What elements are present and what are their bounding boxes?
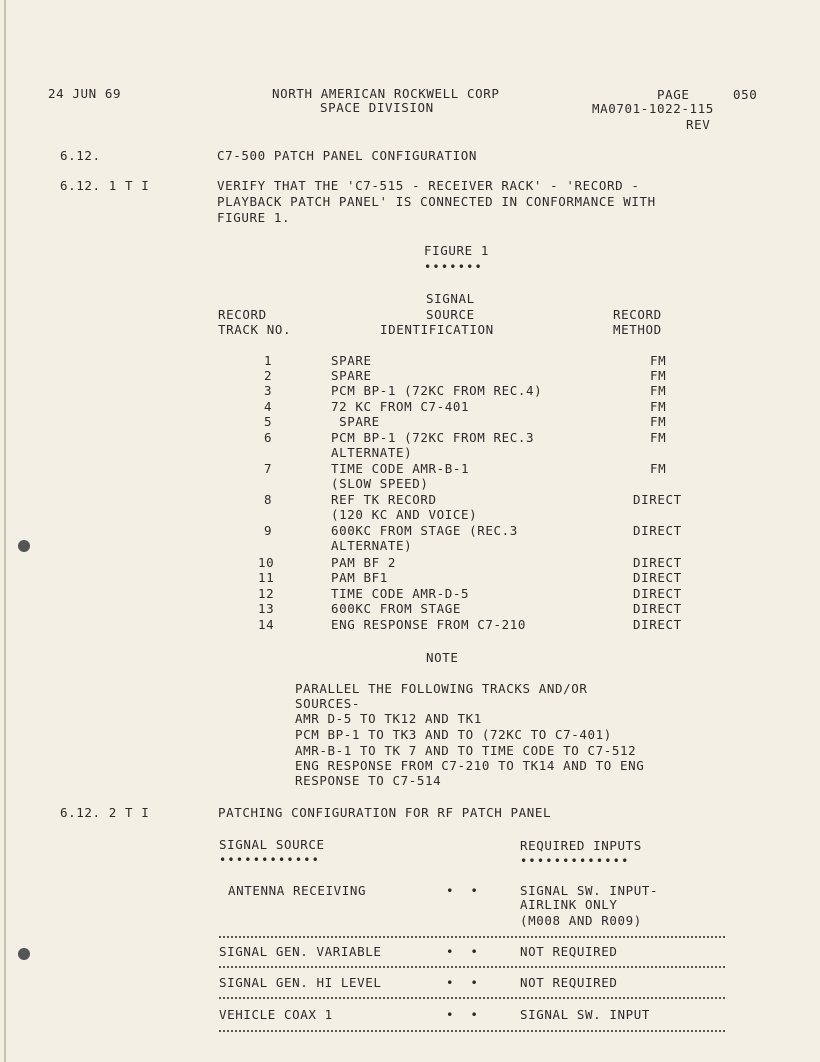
track-method: FM	[650, 353, 667, 368]
rf-required-input: NOT REQUIRED	[520, 944, 618, 959]
column-header: SIGNAL SOURCE	[219, 837, 325, 852]
track-method: DIRECT	[633, 586, 682, 601]
figure-title: FIGURE 1	[424, 243, 490, 258]
track-source: ALTERNATE)	[331, 538, 413, 553]
note-line: ENG RESPONSE FROM C7-210 TO TK14 AND TO ENG	[295, 758, 645, 773]
section-number: 6.12. 2 T I	[60, 805, 150, 820]
rf-required-input: NOT REQUIRED	[520, 975, 618, 990]
track-number: 4	[264, 399, 273, 414]
track-number: 13	[258, 601, 275, 616]
column-header: TRACK NO.	[218, 322, 292, 337]
track-number: 10	[258, 555, 275, 570]
dot-leader: • •	[446, 944, 479, 959]
section-number: 6.12.	[60, 148, 101, 163]
track-source: TIME CODE AMR-B-1	[331, 461, 470, 476]
track-number: 8	[264, 492, 273, 507]
track-number: 2	[264, 368, 273, 383]
track-source: 600KC FROM STAGE	[331, 601, 462, 616]
track-number: 3	[264, 383, 273, 398]
section-text-line: VERIFY THAT THE 'C7-515 - RECEIVER RACK' - 'RECORD -	[217, 178, 640, 193]
dot-leader: • •	[446, 883, 479, 898]
note-line: PCM BP-1 TO TK3 AND TO (72KC TO C7-401)	[295, 727, 612, 742]
rf-required-input: (M008 AND R009)	[520, 913, 642, 928]
track-method: DIRECT	[633, 492, 682, 507]
column-header-underline: •••••••••••••	[520, 854, 630, 868]
track-source: (120 KC AND VOICE)	[331, 507, 478, 522]
dotted-separator	[219, 1030, 725, 1032]
track-method: FM	[650, 430, 667, 445]
track-method: DIRECT	[633, 570, 682, 585]
track-source: ALTERNATE)	[331, 445, 413, 460]
track-source: PCM BP-1 (72KC FROM REC.4)	[331, 383, 543, 398]
header-company: NORTH AMERICAN ROCKWELL CORP	[272, 86, 500, 101]
track-source: PCM BP-1 (72KC FROM REC.3	[331, 430, 535, 445]
track-method: DIRECT	[633, 617, 682, 632]
note-line: AMR D-5 TO TK12 AND TK1	[295, 711, 482, 726]
dot-leader: • •	[446, 1007, 479, 1022]
column-header: IDENTIFICATION	[380, 322, 494, 337]
rf-signal-source: ANTENNA RECEIVING	[228, 883, 367, 898]
rf-required-input: AIRLINK ONLY	[520, 897, 618, 912]
track-number: 6	[264, 430, 273, 445]
track-source: 600KC FROM STAGE (REC.3	[331, 523, 518, 538]
note-title: NOTE	[426, 650, 459, 665]
header-date: 24 JUN 69	[48, 86, 122, 101]
track-source: PAM BF 2	[331, 555, 397, 570]
rf-signal-source: VEHICLE COAX 1	[219, 1007, 333, 1022]
header-page-label: PAGE	[657, 87, 690, 102]
header-rev: REV	[686, 117, 711, 132]
page-edge	[4, 0, 6, 1062]
track-number: 12	[258, 586, 275, 601]
column-header: SOURCE	[426, 307, 475, 322]
header-doc-number: MA0701-1022-115	[592, 101, 714, 116]
header-page-number: 050	[733, 87, 758, 102]
rf-signal-source: SIGNAL GEN. HI LEVEL	[219, 975, 382, 990]
track-method: FM	[650, 399, 667, 414]
track-method: DIRECT	[633, 523, 682, 538]
track-source: TIME CODE AMR-D-5	[331, 586, 470, 601]
rf-required-input: SIGNAL SW. INPUT-	[520, 883, 659, 898]
column-header: METHOD	[613, 322, 662, 337]
track-source: SPARE	[331, 368, 372, 383]
note-line: AMR-B-1 TO TK 7 AND TO TIME CODE TO C7-512	[295, 743, 637, 758]
note-line: PARALLEL THE FOLLOWING TRACKS AND/OR	[295, 681, 588, 696]
track-source: PAM BF1	[331, 570, 388, 585]
section-title: C7-500 PATCH PANEL CONFIGURATION	[217, 148, 478, 163]
note-line: SOURCES-	[295, 696, 361, 711]
punch-hole-mark	[18, 948, 30, 960]
track-method: FM	[650, 368, 667, 383]
track-method: FM	[650, 461, 667, 476]
track-method: FM	[650, 414, 667, 429]
section-number: 6.12. 1 T I	[60, 178, 150, 193]
track-source: SPARE	[331, 414, 380, 429]
track-method: DIRECT	[633, 555, 682, 570]
track-source: ENG RESPONSE FROM C7-210	[331, 617, 527, 632]
dotted-separator	[219, 966, 725, 968]
track-source: REF TK RECORD	[331, 492, 437, 507]
track-number: 1	[264, 353, 273, 368]
rf-signal-source: SIGNAL GEN. VARIABLE	[219, 944, 382, 959]
column-header: REQUIRED INPUTS	[520, 838, 642, 853]
section-text-line: PLAYBACK PATCH PANEL' IS CONNECTED IN CONFORMANCE WITH	[217, 194, 656, 209]
dotted-separator	[219, 997, 725, 999]
column-header-underline: ••••••••••••	[219, 853, 321, 867]
column-header: SIGNAL	[426, 291, 475, 306]
column-header: RECORD	[218, 307, 267, 322]
track-number: 9	[264, 523, 273, 538]
track-source: 72 KC FROM C7-401	[331, 399, 470, 414]
column-header: RECORD	[613, 307, 662, 322]
punch-hole-mark	[18, 540, 30, 552]
track-source: SPARE	[331, 353, 372, 368]
track-number: 14	[258, 617, 275, 632]
header-division: SPACE DIVISION	[320, 100, 434, 115]
figure-title-underline: •••••••	[424, 260, 483, 274]
track-number: 7	[264, 461, 273, 476]
rf-required-input: SIGNAL SW. INPUT	[520, 1007, 651, 1022]
note-line: RESPONSE TO C7-514	[295, 773, 442, 788]
track-number: 5	[264, 414, 273, 429]
track-method: DIRECT	[633, 601, 682, 616]
dotted-separator	[219, 936, 725, 938]
dot-leader: • •	[446, 975, 479, 990]
section-title: PATCHING CONFIGURATION FOR RF PATCH PANEL	[218, 805, 552, 820]
section-text-line: FIGURE 1.	[217, 210, 291, 225]
track-source: (SLOW SPEED)	[331, 476, 429, 491]
track-number: 11	[258, 570, 275, 585]
track-method: FM	[650, 383, 667, 398]
